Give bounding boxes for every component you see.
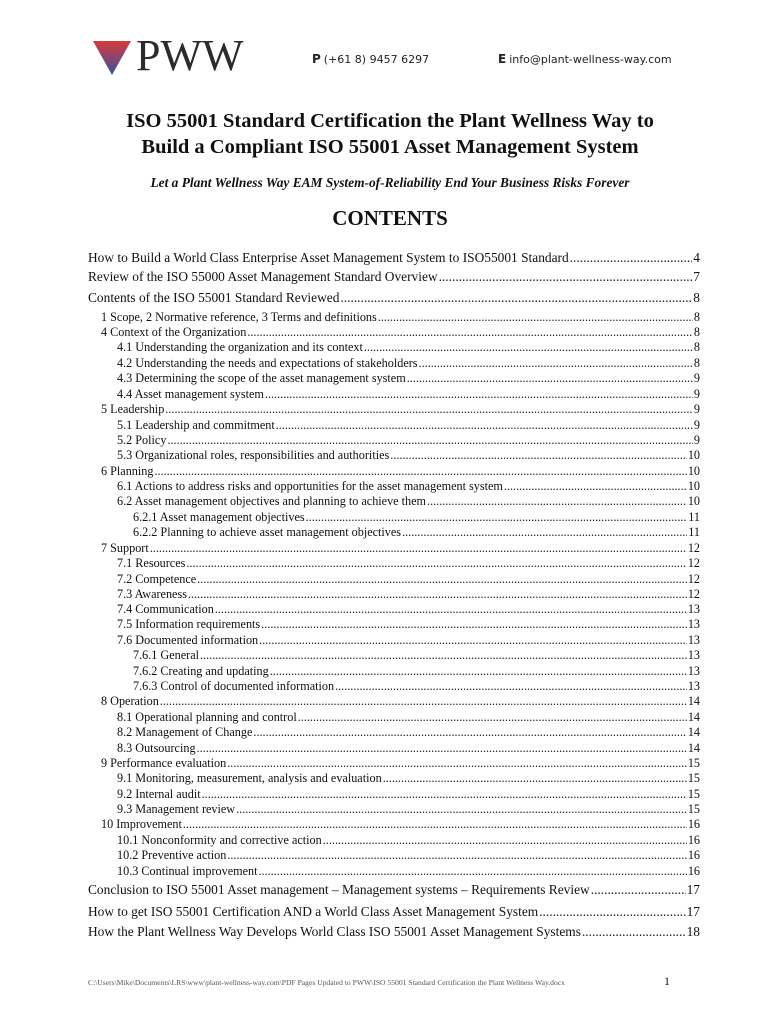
toc-entry[interactable]: [88, 924, 700, 940]
toc-dot-leader: [202, 787, 687, 802]
toc-entry[interactable]: [133, 648, 700, 663]
toc-entry-title: 7.5 Information requirements: [117, 617, 261, 631]
toc-dot-leader: [227, 848, 686, 863]
toc-entry-page: 17: [686, 904, 700, 919]
toc-entry-title: 6.2.1 Asset management objectives: [133, 510, 305, 524]
toc-entry-title: 4.3 Determining the scope of the asset management system: [117, 371, 406, 385]
toc-dot-leader: [390, 448, 687, 463]
toc-dot-leader: [188, 587, 687, 602]
toc-dot-leader: [504, 479, 687, 494]
toc-dot-leader: [306, 510, 688, 525]
toc-entry-page: 12: [687, 556, 700, 570]
toc-entry[interactable]: [117, 864, 700, 879]
phone-contact: [312, 52, 429, 66]
toc-dot-leader: [227, 756, 687, 771]
toc-entry-page: 14: [687, 710, 700, 724]
footer-file-path: C:\Users\Mike\Documents\LRS\www\plant-wellness-way.com\PDF Pages Updated to PWW\ISO 55001 Standard Certification the Plant Wellness Way.docx: [88, 978, 565, 987]
toc-dot-leader: [335, 679, 687, 694]
toc-entry[interactable]: [88, 250, 700, 266]
toc-entry[interactable]: [101, 402, 700, 417]
toc-dot-leader: [197, 572, 687, 587]
toc-entry-page: 14: [687, 741, 700, 755]
toc-dot-leader: [378, 310, 693, 325]
toc-dot-leader: [261, 617, 687, 632]
toc-entry-page: 8: [693, 356, 700, 370]
phone-number[interactable]: (+61 8) 9457 6297: [323, 53, 430, 66]
toc-entry-title: 7.6.1 General: [133, 648, 199, 662]
toc-entry-page: 11: [688, 525, 700, 539]
toc-entry[interactable]: [117, 602, 700, 617]
toc-entry-page: 10: [687, 494, 700, 508]
toc-dot-leader: [539, 904, 685, 920]
toc-entry-page: 14: [687, 725, 700, 739]
toc-entry[interactable]: [117, 418, 700, 433]
toc-entry-title: 9.3 Management review: [117, 802, 236, 816]
toc-entry-title: 7 Support: [101, 541, 149, 555]
page-number: 1: [664, 974, 670, 988]
toc-entry[interactable]: [133, 664, 700, 679]
toc-entry[interactable]: [101, 817, 700, 832]
toc-entry-title: Review of the ISO 55000 Asset Management Standard Overview: [88, 269, 438, 284]
toc-entry[interactable]: [88, 269, 700, 285]
toc-entry-page: 11: [688, 510, 700, 524]
toc-entry[interactable]: [117, 848, 700, 863]
toc-entry-page: 15: [687, 802, 700, 816]
toc-entry[interactable]: [117, 617, 700, 632]
toc-entry-title: 8.1 Operational planning and control: [117, 710, 297, 724]
toc-entry-title: 9.1 Monitoring, measurement, analysis and evaluation: [117, 771, 382, 785]
toc-entry-page: 7: [693, 269, 700, 284]
phone-label: P: [312, 52, 321, 66]
toc-dot-leader: [265, 387, 693, 402]
toc-entry-title: 6 Planning: [101, 464, 154, 478]
toc-entry-title: 4.1 Understanding the organization and its context: [117, 340, 363, 354]
toc-entry-title: Contents of the ISO 55001 Standard Reviewed: [88, 290, 340, 305]
email-contact: [498, 52, 672, 66]
toc-dot-leader: [276, 418, 693, 433]
toc-entry-page: 4: [693, 250, 700, 265]
toc-dot-leader: [236, 802, 687, 817]
toc-entry-title: 9.2 Internal audit: [117, 787, 201, 801]
toc-entry[interactable]: [101, 310, 700, 325]
toc-entry-title: 7.6 Documented information: [117, 633, 259, 647]
toc-entry-title: 10.1 Nonconformity and corrective action: [117, 833, 322, 847]
toc-entry[interactable]: [117, 387, 700, 402]
toc-entry-title: 5.1 Leadership and commitment: [117, 418, 275, 432]
toc-entry-page: 13: [687, 648, 700, 662]
toc-entry[interactable]: [101, 694, 700, 709]
toc-entry-title: 5.2 Policy: [117, 433, 167, 447]
toc-entry-page: 10: [687, 464, 700, 478]
toc-dot-leader: [323, 833, 687, 848]
toc-entry-page: 9: [693, 402, 700, 416]
toc-entry[interactable]: [88, 904, 700, 920]
toc-entry[interactable]: [133, 525, 700, 540]
toc-dot-leader: [402, 525, 687, 540]
toc-entry-page: 14: [687, 694, 700, 708]
toc-dot-leader: [427, 494, 687, 509]
toc-entry-page: 15: [687, 771, 700, 785]
toc-dot-leader: [419, 356, 693, 371]
toc-entry[interactable]: [117, 556, 700, 571]
toc-entry[interactable]: [117, 572, 700, 587]
toc-dot-leader: [150, 541, 687, 556]
toc-entry[interactable]: [117, 833, 700, 848]
toc-dot-leader: [165, 402, 693, 417]
toc-entry-title: 8.3 Outsourcing: [117, 741, 196, 755]
toc-dot-leader: [200, 648, 687, 663]
toc-entry[interactable]: [133, 510, 700, 525]
toc-dot-leader: [364, 340, 693, 355]
toc-entry-page: 8: [693, 340, 700, 354]
toc-entry-title: 7.2 Competence: [117, 572, 197, 586]
toc-entry-page: 12: [687, 587, 700, 601]
toc-entry-page: 16: [687, 864, 700, 878]
toc-entry-title: How the Plant Wellness Way Develops World Class ISO 55001 Asset Management Systems: [88, 924, 581, 939]
toc-entry-title: How to get ISO 55001 Certification AND a World Class Asset Management System: [88, 904, 539, 919]
logo-triangle-icon: [93, 41, 131, 75]
toc-entry[interactable]: [117, 479, 700, 494]
toc-dot-leader: [439, 269, 693, 285]
toc-entry-page: 9: [693, 418, 700, 432]
email-address[interactable]: info@plant-wellness-way.com: [509, 53, 672, 66]
toc-dot-leader: [383, 771, 687, 786]
toc-entry-page: 13: [687, 602, 700, 616]
toc-dot-leader: [183, 817, 687, 832]
toc-entry-page: 16: [687, 848, 700, 862]
toc-entry[interactable]: [117, 587, 700, 602]
toc-dot-leader: [340, 290, 692, 306]
toc-entry-page: 8: [693, 325, 700, 339]
toc-entry[interactable]: [101, 756, 700, 771]
toc-entry-title: 10 Improvement: [101, 817, 182, 831]
toc-entry[interactable]: [117, 371, 700, 386]
toc-entry[interactable]: [117, 802, 700, 817]
toc-entry-title: 10.2 Preventive action: [117, 848, 227, 862]
toc-entry[interactable]: [101, 541, 700, 556]
document-title: [60, 108, 720, 160]
toc-entry-page: 18: [686, 924, 700, 939]
toc-entry-title: 10.3 Continual improvement: [117, 864, 258, 878]
toc-entry-page: 9: [693, 387, 700, 401]
toc-entry-title: 9 Performance evaluation: [101, 756, 227, 770]
title-line-1: ISO 55001 Standard Certification the Plant Wellness Way to: [126, 110, 654, 132]
toc-dot-leader: [215, 602, 687, 617]
toc-entry[interactable]: [117, 356, 700, 371]
toc-dot-leader: [259, 633, 687, 648]
toc-dot-leader: [298, 710, 687, 725]
toc-dot-leader: [186, 556, 686, 571]
toc-entry[interactable]: [117, 340, 700, 355]
toc-dot-leader: [407, 371, 693, 386]
toc-entry[interactable]: [117, 433, 700, 448]
toc-entry[interactable]: [117, 710, 700, 725]
toc-entry-title: 4 Context of the Organization: [101, 325, 247, 339]
toc-entry-title: 8.2 Management of Change: [117, 725, 253, 739]
toc-dot-leader: [270, 664, 687, 679]
toc-entry-title: How to Build a World Class Enterprise Asset Management System to ISO55001 Standard: [88, 250, 569, 265]
toc-dot-leader: [570, 250, 693, 266]
toc-dot-leader: [197, 741, 687, 756]
toc-dot-leader: [582, 924, 686, 940]
email-label: E: [498, 52, 507, 66]
toc-entry-title: 7.3 Awareness: [117, 587, 187, 601]
contents-heading: CONTENTS: [332, 206, 448, 230]
toc-dot-leader: [160, 694, 687, 709]
toc-entry-page: 13: [687, 633, 700, 647]
toc-entry[interactable]: [117, 494, 700, 509]
toc-dot-leader: [253, 725, 686, 740]
toc-entry-page: 13: [687, 664, 700, 678]
toc-dot-leader: [247, 325, 693, 340]
toc-entry-page: 17: [686, 882, 700, 897]
toc-entry-title: 7.6.2 Creating and updating: [133, 664, 269, 678]
pww-logo: [93, 31, 293, 80]
title-line-2: Build a Compliant ISO 55001 Asset Management System: [141, 136, 639, 158]
document-subtitle: Let a Plant Wellness Way EAM System-of-Reliability End Your Business Risks Forever: [150, 175, 630, 190]
toc-entry-title: 4.2 Understanding the needs and expectations of stakeholders: [117, 356, 418, 370]
toc-entry-page: 15: [687, 756, 700, 770]
toc-entry[interactable]: [117, 787, 700, 802]
toc-entry-title: 7.1 Resources: [117, 556, 186, 570]
toc-entry[interactable]: [117, 633, 700, 648]
toc-entry-page: 9: [693, 371, 700, 385]
toc-entry-title: 7.6.3 Control of documented information: [133, 679, 335, 693]
toc-dot-leader: [167, 433, 692, 448]
toc-entry-title: 5 Leadership: [101, 402, 165, 416]
toc-entry-page: 13: [687, 679, 700, 693]
toc-entry-page: 15: [687, 787, 700, 801]
toc-entry-page: 12: [687, 541, 700, 555]
toc-entry-title: 8 Operation: [101, 694, 159, 708]
toc-entry[interactable]: [101, 325, 700, 340]
toc-entry-title: 5.3 Organizational roles, responsibilities and authorities: [117, 448, 390, 462]
toc-dot-leader: [591, 882, 686, 898]
toc-entry[interactable]: [88, 882, 700, 898]
logo-text: PWW: [136, 31, 244, 80]
toc-entry-title: 6.2.2 Planning to achieve asset management objectives: [133, 525, 402, 539]
toc-entry-title: 1 Scope, 2 Normative reference, 3 Terms and definitions: [101, 310, 377, 324]
toc-entry-title: 7.4 Communication: [117, 602, 214, 616]
toc-entry-page: 8: [693, 290, 700, 305]
toc-entry-title: 6.2 Asset management objectives and planning to achieve them: [117, 494, 427, 508]
toc-entry-page: 16: [687, 833, 700, 847]
toc-entry[interactable]: [88, 290, 700, 306]
toc-entry-page: 10: [687, 448, 700, 462]
toc-dot-leader: [258, 864, 686, 879]
toc-entry-title: 6.1 Actions to address risks and opportunities for the asset management system: [117, 479, 503, 493]
toc-entry-page: 9: [693, 433, 700, 447]
toc-dot-leader: [154, 464, 686, 479]
toc-entry-page: 13: [687, 617, 700, 631]
toc-entry-title: Conclusion to ISO 55001 Asset management – Management systems – Requirements Review: [88, 882, 590, 897]
toc-entry-page: 16: [687, 817, 700, 831]
toc-entry-page: 10: [687, 479, 700, 493]
toc-entry-page: 12: [687, 572, 700, 586]
toc-entry[interactable]: [117, 448, 700, 463]
toc-entry[interactable]: [117, 741, 700, 756]
toc-entry[interactable]: [133, 679, 700, 694]
toc-entry[interactable]: [101, 464, 700, 479]
toc-entry-page: 8: [693, 310, 700, 324]
toc-entry[interactable]: [117, 725, 700, 740]
toc-entry-title: 4.4 Asset management system: [117, 387, 264, 401]
toc-entry[interactable]: [117, 771, 700, 786]
